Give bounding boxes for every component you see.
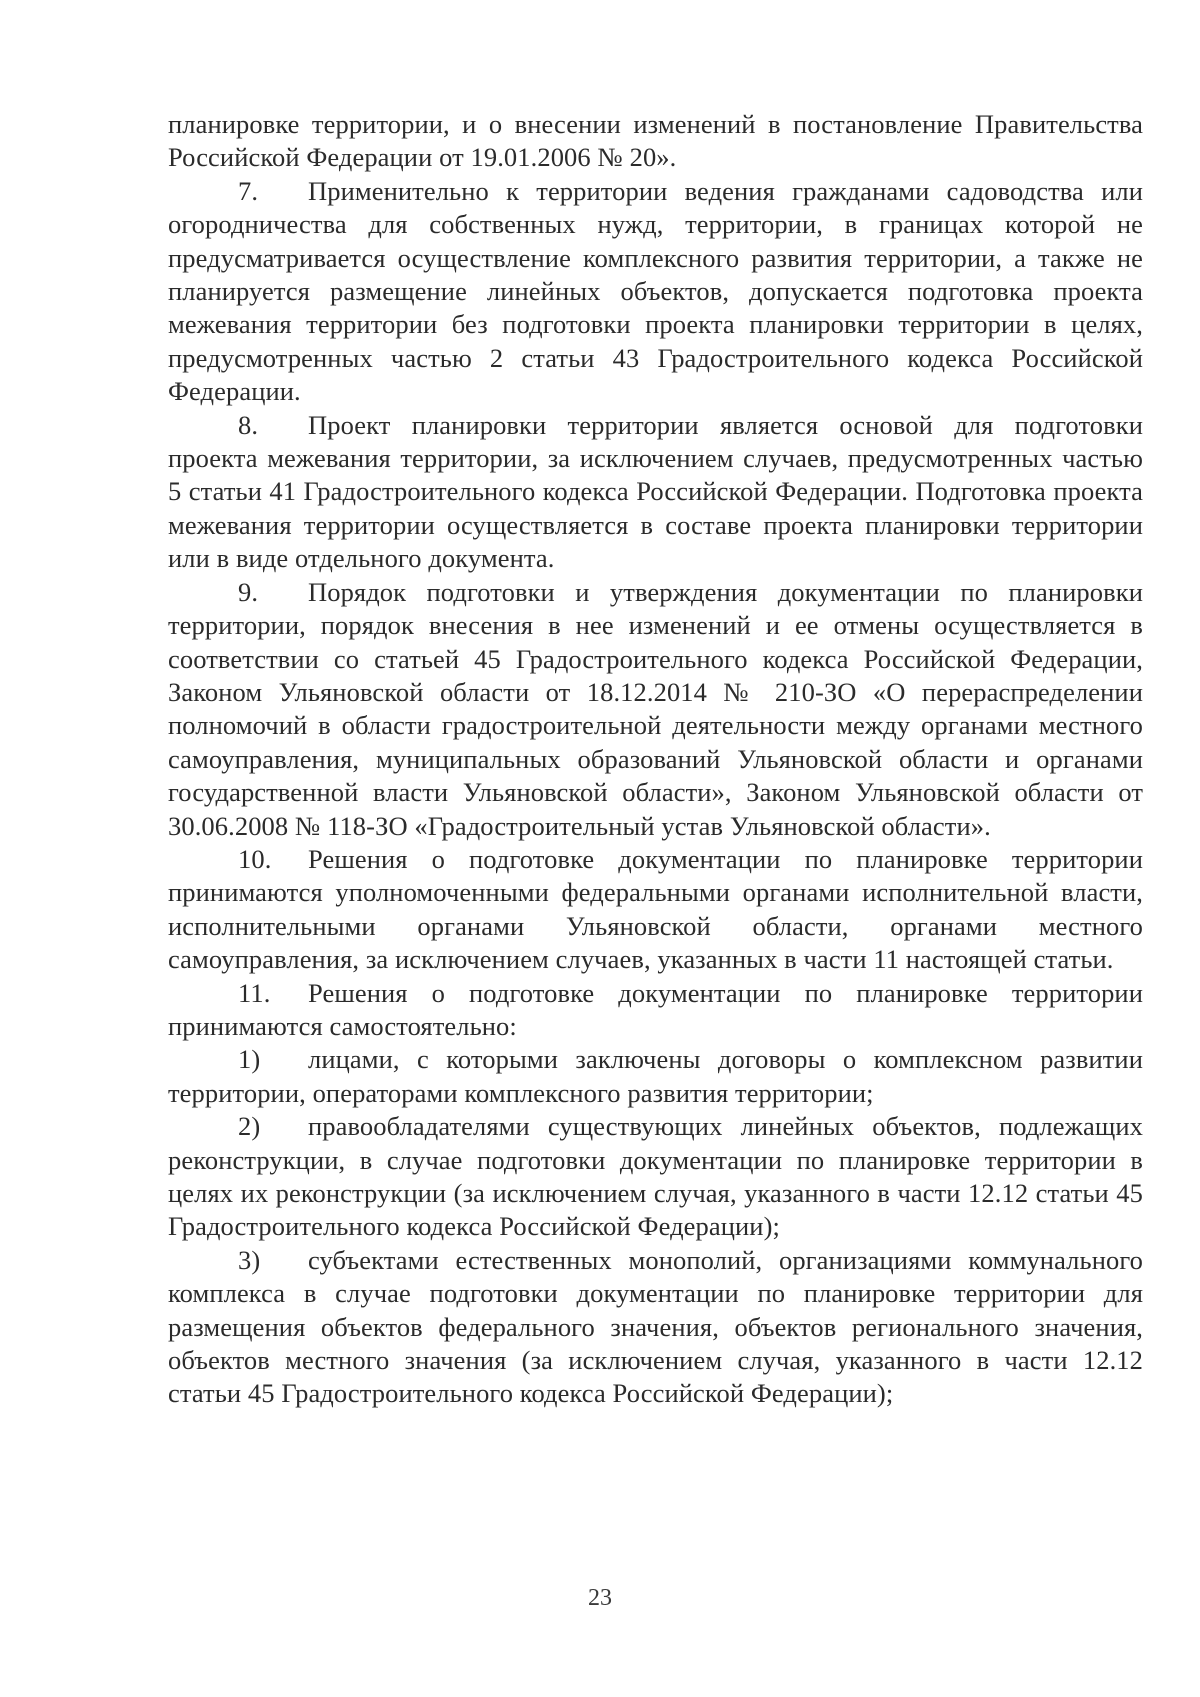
paragraph-item-10 [168,843,1143,977]
subitem-number: 3) [238,1244,261,1275]
paragraph-text: правообладателями существующих линейных объектов, подлежащих реконструкции, в случае подготовки документации по планировке территории в целях их реконструкции (за исключением случая, указанного в части 12.12 статьи 45 Градостроительного кодекса Российской Федерации); [168,1111,1143,1242]
paragraph-text: Порядок подготовки и утверждения документации по планировки территории, порядок внесения в нее изменений и ее отмены осуществляется в соответствии со статьей 45 Градостроительного кодекса Российской Федерации, Законом Ульяновской области от 18.12.2014 № 210-ЗО «О перераспределении полномочий в области градостроительной деятельности между органами местного самоуправления, муниципальных образований Ульяновской области и органами государственной власти Ульяновской области», Законом Ульяновской области от 30.06.2008 № 118-ЗО «Градостроительный устав Ульяновской области». [168,576,1143,841]
paragraph-text: Проект планировки территории является основой для подготовки проекта межевания территории, за исключением случаев, предусмотренных частью 5 статьи 41 Градостроительного кодекса Российской Федерации. Подготовка проекта межевания территории осуществляется в составе проекта планировки территории или в виде отдельного документа. [168,409,1143,574]
paragraph-text: Решения о подготовке документации по планировке территории принимаются уполномоченными федеральными органами исполнительной власти, исполнительными органами Ульяновской области, органами местного самоуправления, за исключением случаев, указанных в части 11 настоящей статьи. [168,843,1143,975]
paragraph-text: Решения о подготовке документации по планировке территории принимаются самостоятельно: [168,977,1143,1041]
subitem-number: 1) [238,1044,261,1075]
paragraph-text: планировке территории, и о внесении изменений в постановление Правительства Российской Федерации от 19.01.2006 № 20». [168,109,1143,173]
subitem-1 [168,1043,1143,1110]
paragraph-item-11 [168,977,1143,1044]
item-number: 11. [238,977,271,1008]
paragraph-item-8 [168,409,1143,576]
page-number: 23 [588,1585,612,1611]
subitem-2 [168,1110,1143,1244]
paragraph-text: лицами, с которыми заключены договоры о комплексном развитии территории, операторами комплексного развития территории; [168,1044,1143,1108]
item-number: 10. [238,843,272,874]
paragraph-item-9 [168,576,1143,843]
subitem-number: 2) [238,1111,261,1142]
paragraph-text: субъектами естественных монополий, организациями коммунального комплекса в случае подготовки документации по планировке территории для размещения объектов федерального значения, объектов регионального значения, объектов местного значения (за исключением случая, указанного в части 12.12 статьи 45 Градостроительного кодекса Российской Федерации); [168,1244,1143,1409]
document-body [168,108,1143,1411]
paragraph-text: Применительно к территории ведения гражданами садоводства или огородничества для собственных нужд, территории, в границах которой не предусматривается осуществление комплексного развития территории, а также не планируется размещение линейных объектов, допускается подготовка проекта межевания территории без подготовки проекта планировки территории в целях, предусмотренных частью 2 статьи 43 Градостроительного кодекса Российской Федерации. [168,175,1143,407]
item-number: 8. [238,409,259,440]
paragraph-continuation [168,108,1143,175]
paragraph-item-7 [168,175,1143,409]
item-number: 9. [238,576,259,607]
item-number: 7. [238,175,259,206]
subitem-3 [168,1244,1143,1411]
